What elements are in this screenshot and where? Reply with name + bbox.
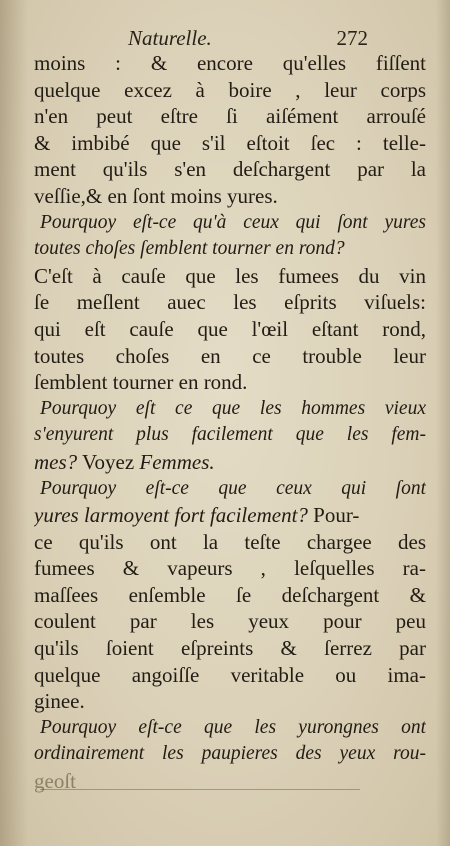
text-line: qui eſt cauſe que l'œil eſtant rond, [34, 316, 426, 341]
question-line: Pourquoy eſt-ce que ceux qui ſont [40, 477, 426, 499]
question-line: Pourquoy eſt ce que les hommes vieux [40, 397, 426, 419]
body-text [34, 50, 426, 795]
text-line: n'en peut eſtre ſi aiſément arrouſé [34, 104, 426, 129]
text-line: ment qu'ils s'en deſchargent par la [34, 157, 426, 182]
show-through-text: geoſt [34, 769, 76, 794]
text-line: toutes choſes en ce trouble leur [34, 343, 426, 368]
question-line: Pourquoy eſt-ce qu'à ceux qui ſont yures [40, 211, 426, 233]
text-line: qu'ils ſoient eſpreints & ſerrez par [34, 636, 426, 661]
underline-mark [40, 789, 360, 790]
roman-run: Pour- [307, 503, 360, 528]
text-line: maſſees enſemble ſe deſchargent & [34, 582, 426, 607]
page-edge-shadow [436, 0, 450, 846]
text-line: coulent par les yeux pour peu [34, 609, 426, 634]
text-line: ſe meſlent auec les eſprits viſuels: [34, 290, 426, 315]
page-header [128, 26, 368, 52]
text-line: ginee. [34, 689, 85, 714]
italic-run: mes? [34, 449, 78, 474]
running-title: Naturelle. [128, 26, 212, 50]
question-line: Pourquoy eſt-ce que les yurongnes ont [40, 716, 426, 738]
text-line: ce qu'ils ont la teſte chargee des [34, 529, 426, 554]
text-line: ſemblent tourner en rond. [34, 370, 248, 395]
text-line: veſſie,& en ſont moins yures. [34, 183, 278, 208]
text-line: C'eſt à cauſe que les fumees du vin [34, 263, 426, 288]
text-line: moins : & encore qu'elles fiſſent [34, 51, 426, 75]
text-line: & imbibé que s'il eſtoit ſec : telle- [34, 130, 426, 155]
text-line [34, 449, 426, 476]
question-line: ordinairement les paupieres des yeux rou- [34, 743, 426, 765]
gutter-shadow [0, 0, 28, 846]
page-number: 272 [336, 26, 368, 50]
question-line: s'enyurent plus facilement que les fem- [34, 424, 426, 446]
text-line: fumees & vapeurs , leſquelles ra- [34, 556, 426, 581]
italic-run: yures larmoyent fort facilement? [34, 503, 308, 528]
question-line: toutes choſes ſemblent tourner en rond? [34, 238, 345, 260]
text-line: quelque angoiſſe veritable ou ima- [34, 662, 426, 687]
text-line: quelque excez à boire , leur corps [34, 77, 426, 102]
roman-run: Voyez [77, 449, 140, 474]
text-line [34, 502, 426, 529]
italic-run: Femmes. [139, 449, 215, 474]
